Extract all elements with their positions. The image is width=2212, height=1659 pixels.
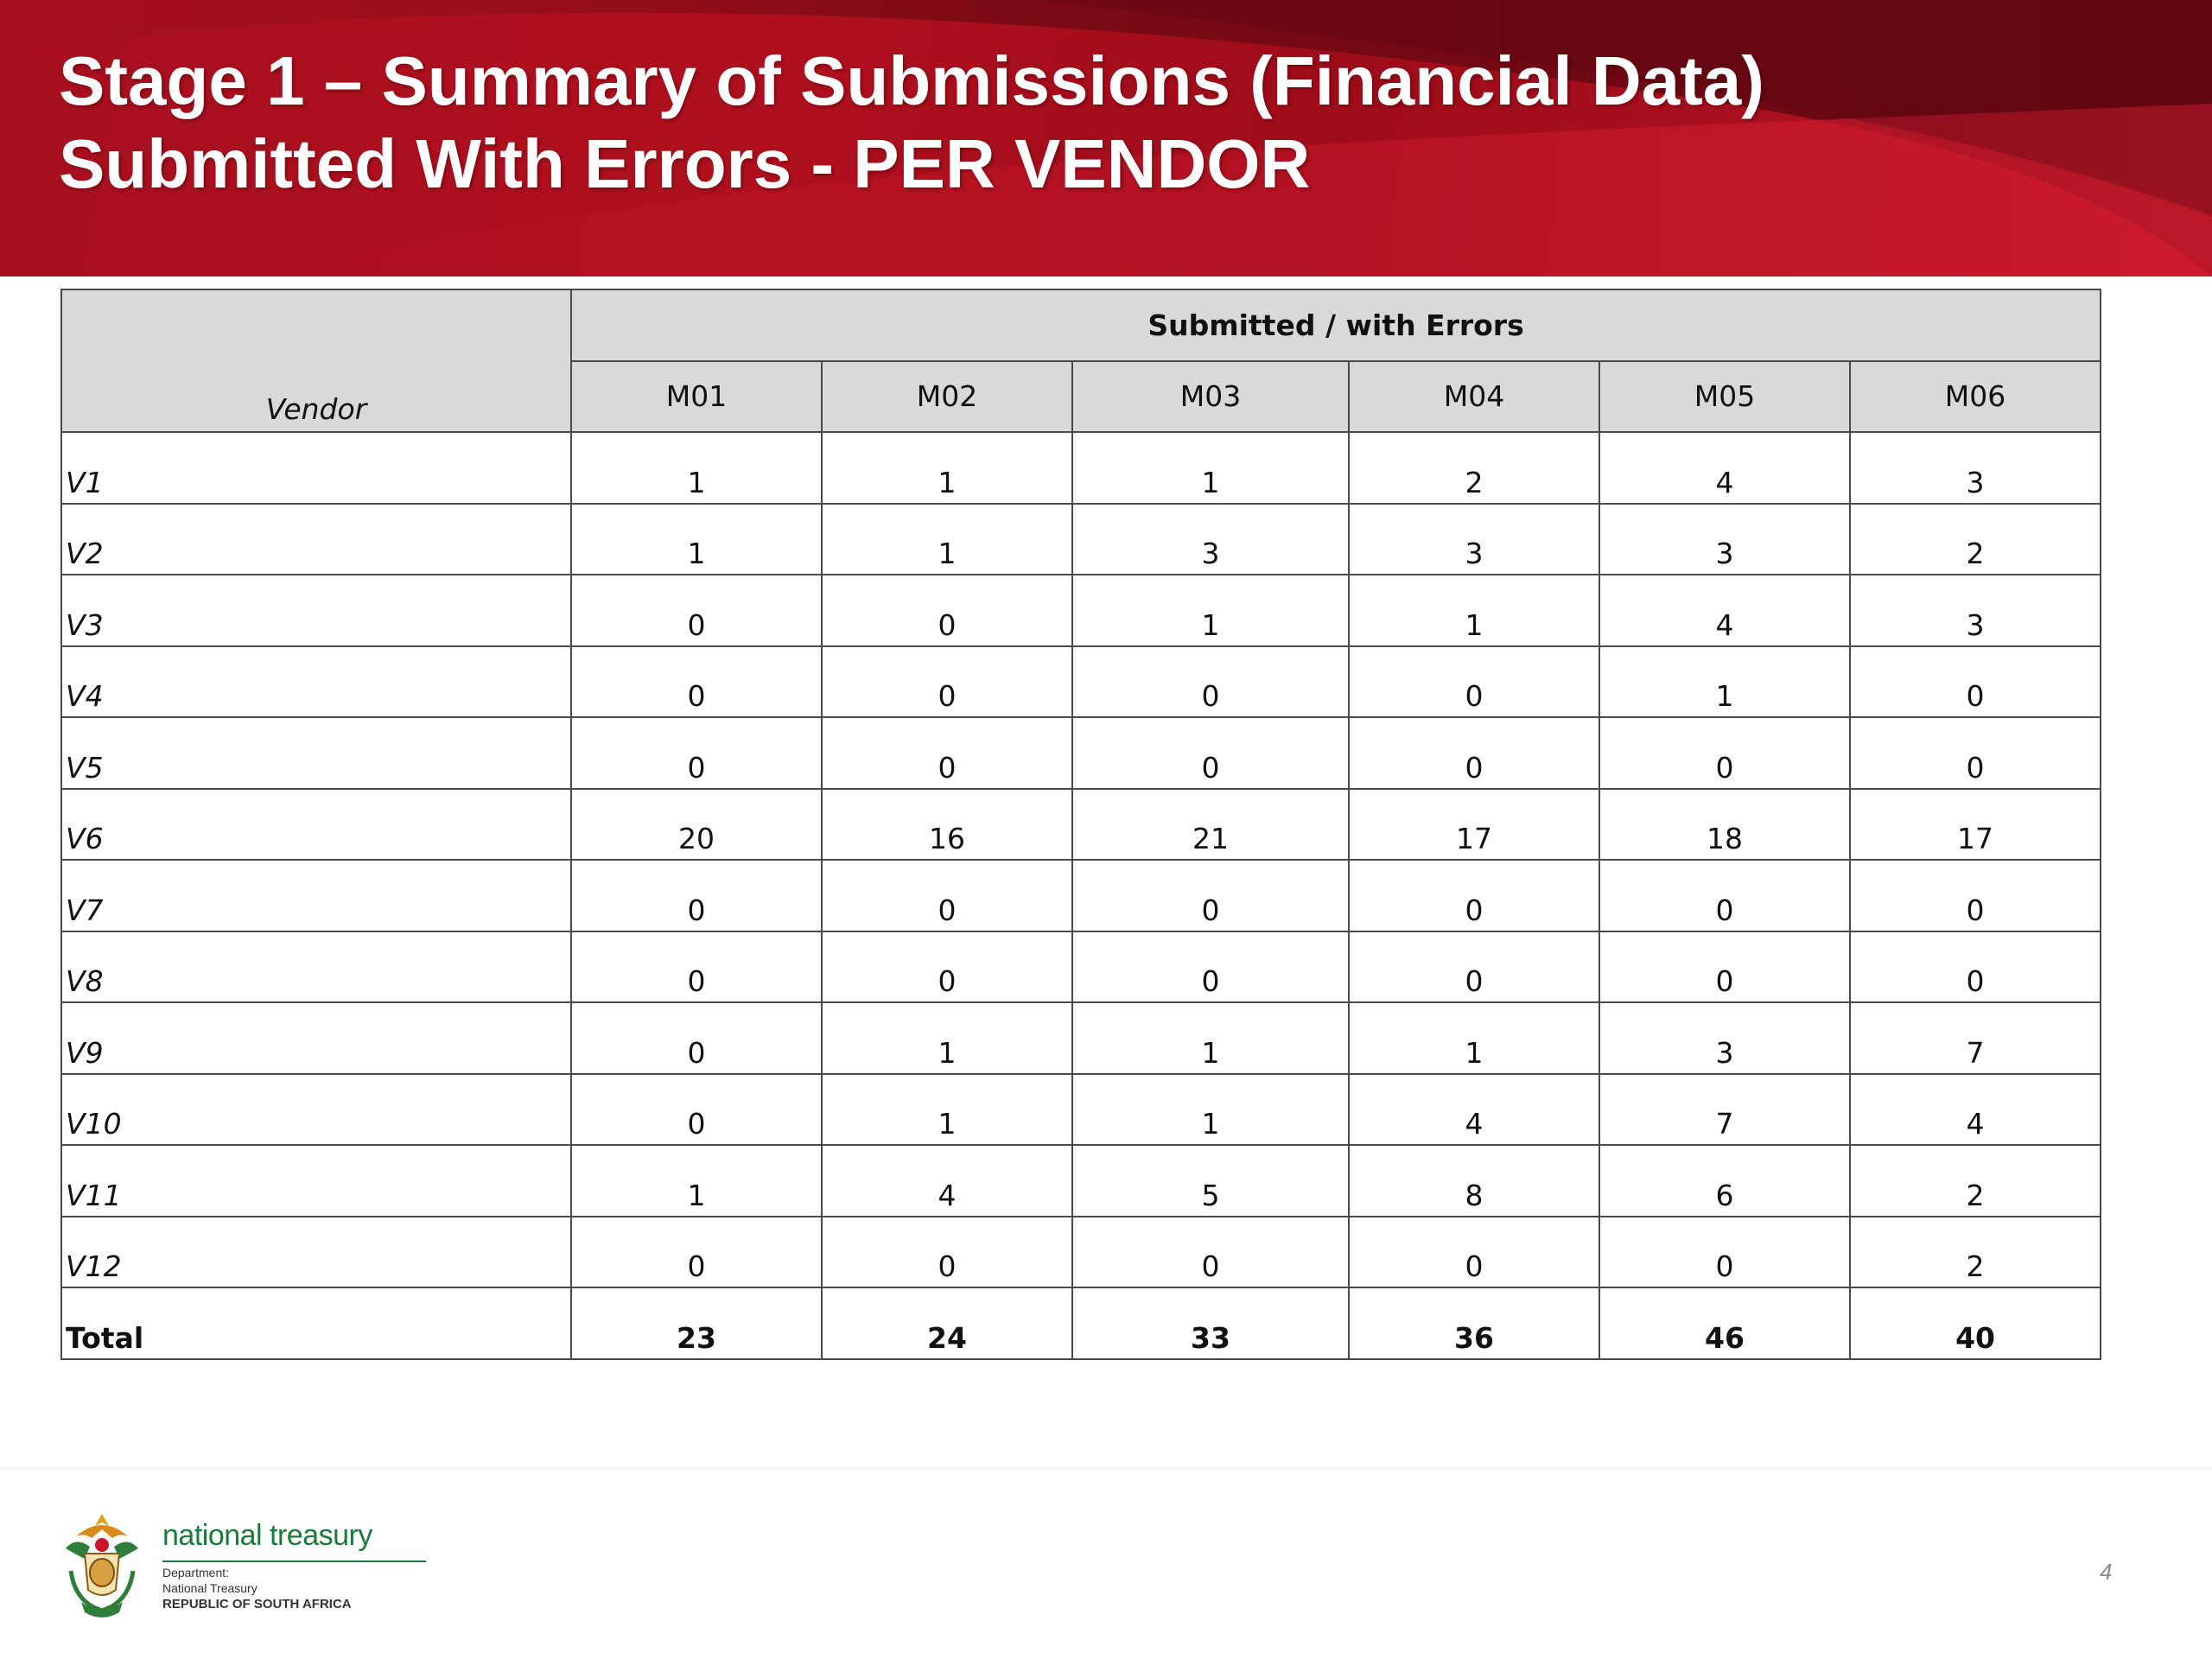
value-cell: 0 — [571, 931, 822, 1003]
value-cell: 4 — [1599, 432, 1850, 504]
vendor-cell: V12 — [61, 1217, 571, 1288]
value-cell: 3 — [1072, 504, 1349, 575]
value-cell: 7 — [1850, 1002, 2101, 1074]
vendor-cell: V5 — [61, 717, 571, 789]
table-row-v4 — [61, 646, 2101, 718]
value-cell: 1 — [1072, 1074, 1349, 1146]
title-line-1: Stage 1 – Summary of Submissions (Financial Data) — [59, 42, 1764, 119]
value-cell: 1 — [822, 1074, 1072, 1146]
submitted-with-errors-header: Submitted / with Errors — [571, 289, 2101, 361]
value-cell: 0 — [571, 646, 822, 718]
total-value-cell: 23 — [571, 1287, 822, 1359]
table-row-v3 — [61, 575, 2101, 646]
page-title — [59, 40, 1764, 206]
brand-name: national treasury — [162, 1519, 372, 1552]
value-cell: 7 — [1599, 1074, 1850, 1146]
vendor-cell: V2 — [61, 504, 571, 575]
total-value-cell: 40 — [1850, 1287, 2101, 1359]
value-cell: 5 — [1072, 1145, 1349, 1217]
value-cell: 4 — [822, 1145, 1072, 1217]
table-row-v8 — [61, 931, 2101, 1003]
value-cell: 18 — [1599, 789, 1850, 861]
vendor-cell: V9 — [61, 1002, 571, 1074]
value-cell: 0 — [1599, 717, 1850, 789]
month-header-m03: M03 — [1072, 361, 1349, 433]
value-cell: 3 — [1349, 504, 1599, 575]
value-cell: 17 — [1850, 789, 2101, 861]
value-cell: 17 — [1349, 789, 1599, 861]
vendor-column-header: Vendor — [61, 289, 571, 432]
table-row-v2 — [61, 504, 2101, 575]
table-header-row-group — [61, 289, 2101, 361]
value-cell: 0 — [1072, 931, 1349, 1003]
header-banner — [0, 0, 2212, 276]
value-cell: 1 — [822, 1002, 1072, 1074]
value-cell: 1 — [571, 432, 822, 504]
footer-divider — [0, 1467, 2212, 1474]
value-cell: 0 — [1349, 646, 1599, 718]
value-cell: 0 — [1072, 717, 1349, 789]
value-cell: 0 — [1850, 860, 2101, 931]
value-cell: 0 — [1072, 860, 1349, 931]
vendor-cell: V10 — [61, 1074, 571, 1146]
value-cell: 0 — [1850, 717, 2101, 789]
value-cell: 3 — [1599, 1002, 1850, 1074]
value-cell: 21 — [1072, 789, 1349, 861]
value-cell: 0 — [1599, 860, 1850, 931]
value-cell: 0 — [1850, 646, 2101, 718]
vendor-cell: V7 — [61, 860, 571, 931]
value-cell: 0 — [1349, 717, 1599, 789]
value-cell: 0 — [822, 717, 1072, 789]
table-row-v5 — [61, 717, 2101, 789]
table-row-total — [61, 1287, 2101, 1359]
value-cell: 0 — [1850, 931, 2101, 1003]
value-cell: 1 — [571, 1145, 822, 1217]
value-cell: 0 — [1072, 646, 1349, 718]
value-cell: 0 — [1072, 1217, 1349, 1288]
value-cell: 2 — [1349, 432, 1599, 504]
value-cell: 1 — [822, 504, 1072, 575]
title-line-2: Submitted With Errors - PER VENDOR — [59, 125, 1311, 202]
value-cell: 0 — [1349, 931, 1599, 1003]
value-cell: 0 — [822, 860, 1072, 931]
month-header-m05: M05 — [1599, 361, 1850, 433]
value-cell: 0 — [822, 1217, 1072, 1288]
value-cell: 1 — [822, 432, 1072, 504]
value-cell: 0 — [1599, 1217, 1850, 1288]
value-cell: 2 — [1850, 1217, 2101, 1288]
value-cell: 16 — [822, 789, 1072, 861]
vendor-cell: V6 — [61, 789, 571, 861]
month-header-m02: M02 — [822, 361, 1072, 433]
page-number: 4 — [2100, 1559, 2113, 1585]
value-cell: 0 — [571, 1074, 822, 1146]
value-cell: 4 — [1599, 575, 1850, 646]
value-cell: 3 — [1850, 575, 2101, 646]
value-cell: 1 — [1349, 575, 1599, 646]
value-cell: 3 — [1850, 432, 2101, 504]
value-cell: 0 — [822, 575, 1072, 646]
dept-name: National Treasury — [162, 1581, 257, 1595]
total-value-cell: 24 — [822, 1287, 1072, 1359]
value-cell: 0 — [571, 1217, 822, 1288]
value-cell: 0 — [822, 931, 1072, 1003]
value-cell: 0 — [1349, 860, 1599, 931]
vendor-cell: V8 — [61, 931, 571, 1003]
value-cell: 6 — [1599, 1145, 1850, 1217]
table-row-v10 — [61, 1074, 2101, 1146]
value-cell: 1 — [1072, 432, 1349, 504]
total-value-cell: 36 — [1349, 1287, 1599, 1359]
month-header-m01: M01 — [571, 361, 822, 433]
value-cell: 1 — [1349, 1002, 1599, 1074]
national-treasury-logo — [59, 1510, 387, 1623]
table-row-v6 — [61, 789, 2101, 861]
country-name: REPUBLIC OF SOUTH AFRICA — [162, 1597, 352, 1611]
table-row-v7 — [61, 860, 2101, 931]
vendor-cell: V11 — [61, 1145, 571, 1217]
value-cell: 0 — [822, 646, 1072, 718]
value-cell: 0 — [571, 860, 822, 931]
month-header-m04: M04 — [1349, 361, 1599, 433]
vendor-cell: V4 — [61, 646, 571, 718]
value-cell: 4 — [1850, 1074, 2101, 1146]
value-cell: 1 — [571, 504, 822, 575]
value-cell: 20 — [571, 789, 822, 861]
value-cell: 1 — [1599, 646, 1850, 718]
vendor-cell: V3 — [61, 575, 571, 646]
value-cell: 1 — [1072, 575, 1349, 646]
value-cell: 0 — [1599, 931, 1850, 1003]
table-row-v9 — [61, 1002, 2101, 1074]
value-cell: 1 — [1072, 1002, 1349, 1074]
coat-of-arms-icon — [59, 1510, 145, 1623]
value-cell: 2 — [1850, 504, 2101, 575]
vendor-errors-table — [60, 289, 2101, 1360]
month-header-m06: M06 — [1850, 361, 2101, 433]
value-cell: 0 — [571, 1002, 822, 1074]
total-value-cell: 46 — [1599, 1287, 1850, 1359]
total-value-cell: 33 — [1072, 1287, 1349, 1359]
value-cell: 0 — [571, 717, 822, 789]
table-row-v1 — [61, 432, 2101, 504]
value-cell: 0 — [1349, 1217, 1599, 1288]
vendor-cell: V1 — [61, 432, 571, 504]
value-cell: 4 — [1349, 1074, 1599, 1146]
value-cell: 2 — [1850, 1145, 2101, 1217]
value-cell: 3 — [1599, 504, 1850, 575]
table-row-v12 — [61, 1217, 2101, 1288]
value-cell: 8 — [1349, 1145, 1599, 1217]
table-row-v11 — [61, 1145, 2101, 1217]
brand-underline — [162, 1560, 426, 1562]
dept-label: Department: — [162, 1566, 230, 1580]
total-label-cell: Total — [61, 1287, 571, 1359]
value-cell: 0 — [571, 575, 822, 646]
